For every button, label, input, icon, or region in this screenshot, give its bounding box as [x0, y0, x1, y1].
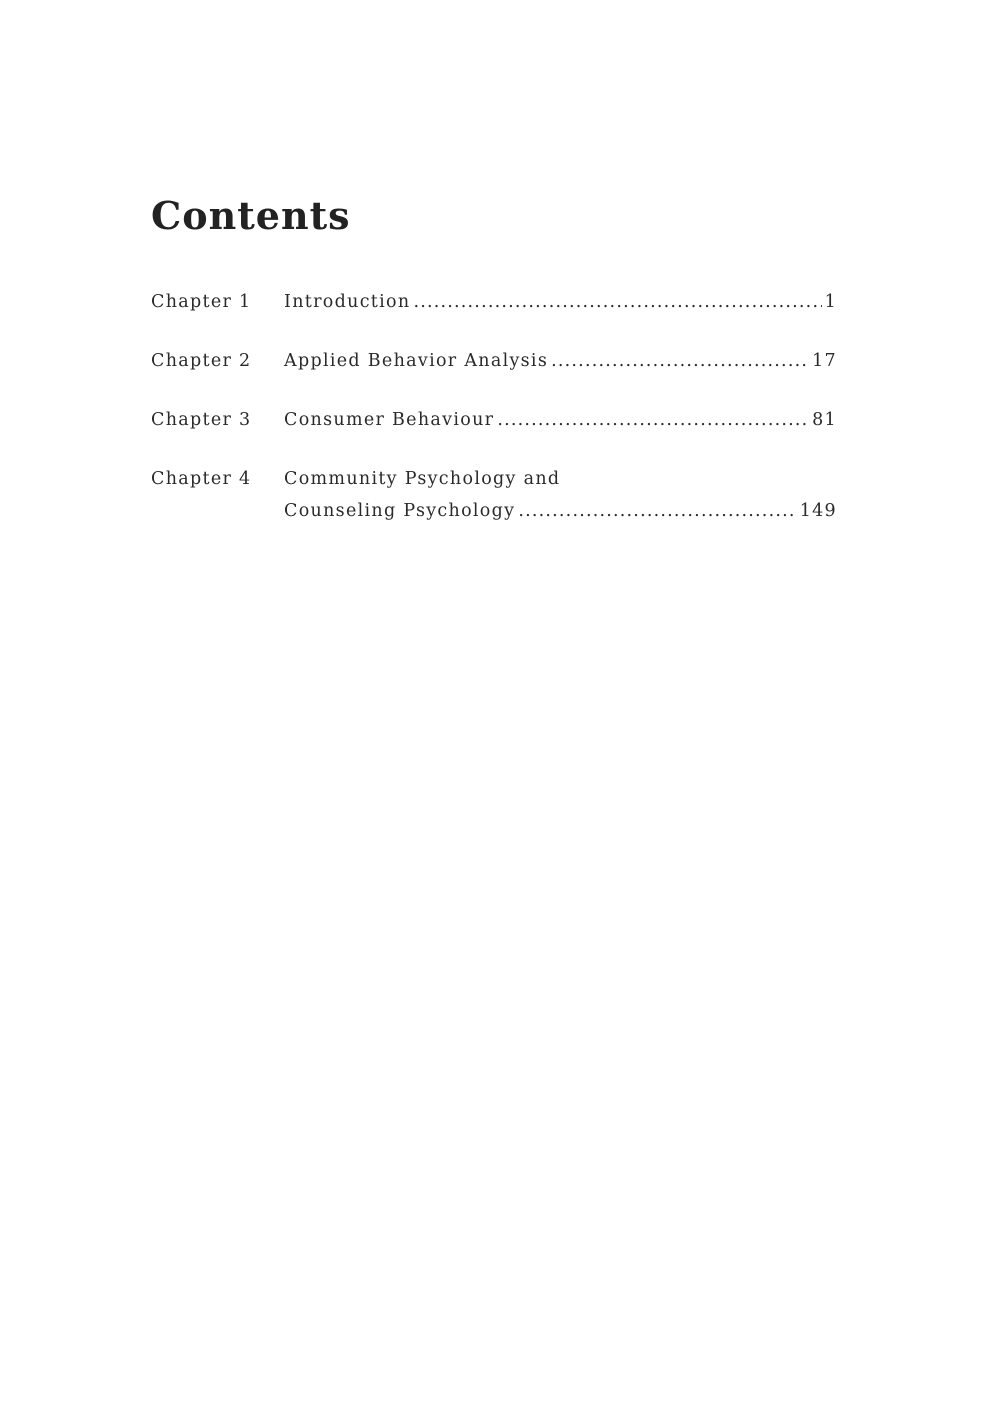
chapter-title: Applied Behavior Analysis — [284, 351, 549, 371]
table-of-contents — [151, 286, 837, 527]
page-number: 1 — [824, 292, 837, 312]
dot-leader — [497, 404, 809, 436]
page-number: 149 — [799, 501, 837, 521]
chapter-label: Chapter 2 — [151, 351, 252, 371]
toc-entry-chapter-2[interactable] — [151, 345, 837, 377]
toc-entry-chapter-4[interactable] — [151, 463, 837, 527]
chapter-title-line-1: Community Psychology and — [284, 469, 561, 489]
chapter-label: Chapter 4 — [151, 469, 252, 489]
chapter-title: Consumer Behaviour — [284, 410, 495, 430]
toc-entry-chapter-3[interactable] — [151, 404, 837, 436]
chapter-title: Introduction — [284, 292, 411, 312]
dot-leader — [413, 286, 821, 318]
page-number: 17 — [812, 351, 837, 371]
chapter-title-line-2: Counseling Psychology — [284, 501, 516, 521]
toc-entry-chapter-1[interactable] — [151, 286, 837, 318]
page-title: Contents — [151, 193, 351, 238]
page-number: 81 — [812, 410, 837, 430]
dot-leader — [518, 495, 796, 527]
dot-leader — [551, 345, 809, 377]
chapter-label: Chapter 3 — [151, 410, 252, 430]
chapter-label: Chapter 1 — [151, 292, 252, 312]
